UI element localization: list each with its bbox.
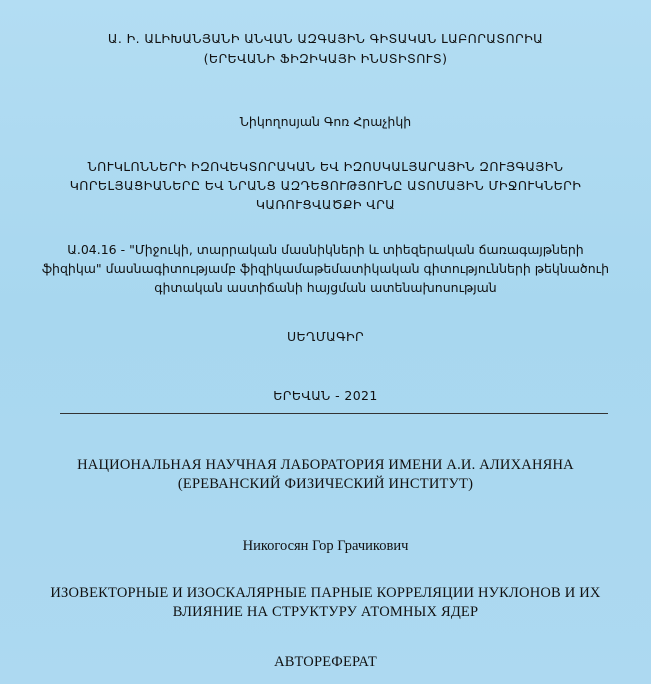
armenian-title-line1: ՆՈՒԿԼՈՆՆԵՐԻ ԻԶՈՎԵԿՏՈՐԱԿԱՆ ԵՎ ԻԶՈՍԿԱԼՅԱՐԱՅԻՆ ԶՈՒՅԳԱՅԻՆ: [87, 159, 564, 174]
armenian-title-line3: ԿԱՌՈՒՑՎԱԾՔԻ ՎՐԱ: [255, 197, 396, 212]
russian-doc-type: АВТОРЕФЕРАТ: [274, 654, 377, 670]
armenian-specialty-line3: գիտական աստիճանի հայցման ատենախոսության: [154, 280, 497, 295]
armenian-specialty-line1: Ա.04.16 - "Միջուկի, տարրական մասնիկների և տիեզերական ճառագայթների: [67, 242, 584, 257]
armenian-institution-line2: (ԵՐԵՎԱՆԻ ՖԻԶԻԿԱՅԻ ԻՆՍՏԻՏՈՒՏ): [203, 51, 448, 66]
russian-author: Никогосян Гор Грачикович: [242, 538, 409, 554]
armenian-title-line2: ԿՈՐԵԼՅԱՑԻԱՆԵՐԸ ԵՎ ՆՐԱՆՑ ԱԶԴԵՑՈՒԹՅՈՒՆԸ ԱՏՈՄԱՅԻՆ ՄԻՋՈՒԿՆԵՐԻ: [69, 178, 582, 193]
russian-title-line1: ИЗОВЕКТОРНЫЕ И ИЗОСКАЛЯРНЫЕ ПАРНЫЕ КОРРЕЛЯЦИИ НУКЛОНОВ И ИХ: [50, 585, 601, 601]
armenian-city-year: ԵՐԵՎԱՆ - 2021: [273, 388, 378, 403]
russian-institution-line2: (ЕРЕВАНСКИЙ ФИЗИЧЕСКИЙ ИНСТИТУТ): [177, 476, 474, 492]
armenian-specialty-line2: ֆիզիկա" մասնագիտությամբ ֆիզիկամաթեմատիկական գիտությունների թեկնածուի: [41, 261, 609, 276]
armenian-doc-type: ՍԵՂՄԱԳԻՐ: [286, 329, 365, 344]
armenian-institution-line1: Ա. Ի. ԱԼԻԽԱՆՅԱՆԻ ԱՆՎԱՆ ԱԶԳԱՅԻՆ ԳԻՏԱԿԱՆ ԼԱԲՈՐԱՏՈՐԻԱ: [107, 31, 544, 46]
section-divider: [60, 413, 608, 414]
armenian-author: Նիկողոսյան Գոռ Հրաչիկի: [239, 114, 412, 129]
russian-title-line2: ВЛИЯНИЕ НА СТРУКТУРУ АТОМНЫХ ЯДЕР: [172, 604, 479, 620]
russian-institution-line1: НАЦИОНАЛЬНАЯ НАУЧНАЯ ЛАБОРАТОРИЯ ИМЕНИ А.И. АЛИХАНЯНА: [77, 457, 574, 473]
